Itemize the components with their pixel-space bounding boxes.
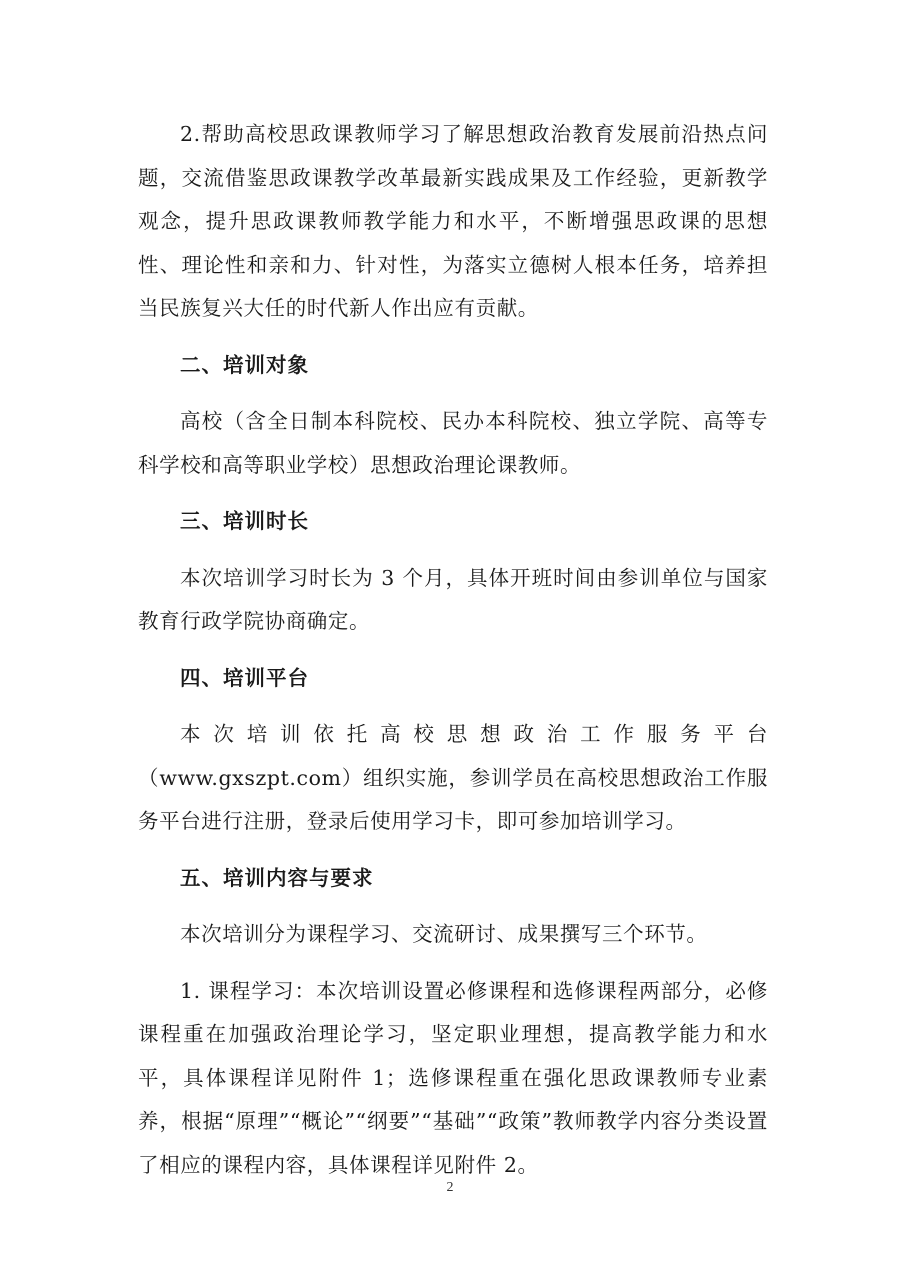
paragraph-training-platform: 本次培训依托高校思想政治工作服务平台（www.gxszpt.com）组织实施，参训学员在高校思想政治工作服务平台进行注册，登录后使用学习卡，即可参加培训学习。 [138,722,768,833]
paragraph-training-stages: 本次培训分为课程学习、交流研讨、成果撰写三个环节。 [180,922,708,946]
heading-training-content: 五、培训内容与要求 [180,865,374,890]
paragraph-training-target: 高校（含全日制本科院校、民办本科院校、独立学院、高等专科学校和高等职业学校）思想政治理论课教师。 [138,409,768,477]
heading-training-platform: 四、培训平台 [180,665,309,690]
heading-training-duration: 三、培训时长 [180,509,309,533]
paragraph-goal-2: 2.帮助高校思政课教师学习了解思想政治教育发展前沿热点问题，交流借鉴思政课教学改革最新实践成果及工作经验，更新教学观念，提升思政课教师教学能力和水平，不断增强思政课的思想性、理论性和亲和力、针对性，为落实立德树人根本任务，培养担当民族复兴大任的时代新人作出应有贡献。 [138,122,768,320]
heading-training-target: 二、培训对象 [180,352,309,377]
paragraph-training-duration: 本次培训学习时长为 3 个月，具体开班时间由参训单位与国家教育行政学院协商确定。 [138,565,768,633]
page-number: 2 [446,1180,454,1195]
paragraph-course-study: 1. 课程学习：本次培训设置必修课程和选修课程两部分，必修课程重在加强政治理论学习，坚定职业理想，提高教学能力和水平，具体课程详见附件 1；选修课程重在强化思政课教师专业素养，根据“原理”“概论”“纲要”“基础”“政策”教师教学内容分类设置了相应的课程内容，具体课程详见附件 2。 [138,978,768,1177]
document-body [138,113,768,1200]
